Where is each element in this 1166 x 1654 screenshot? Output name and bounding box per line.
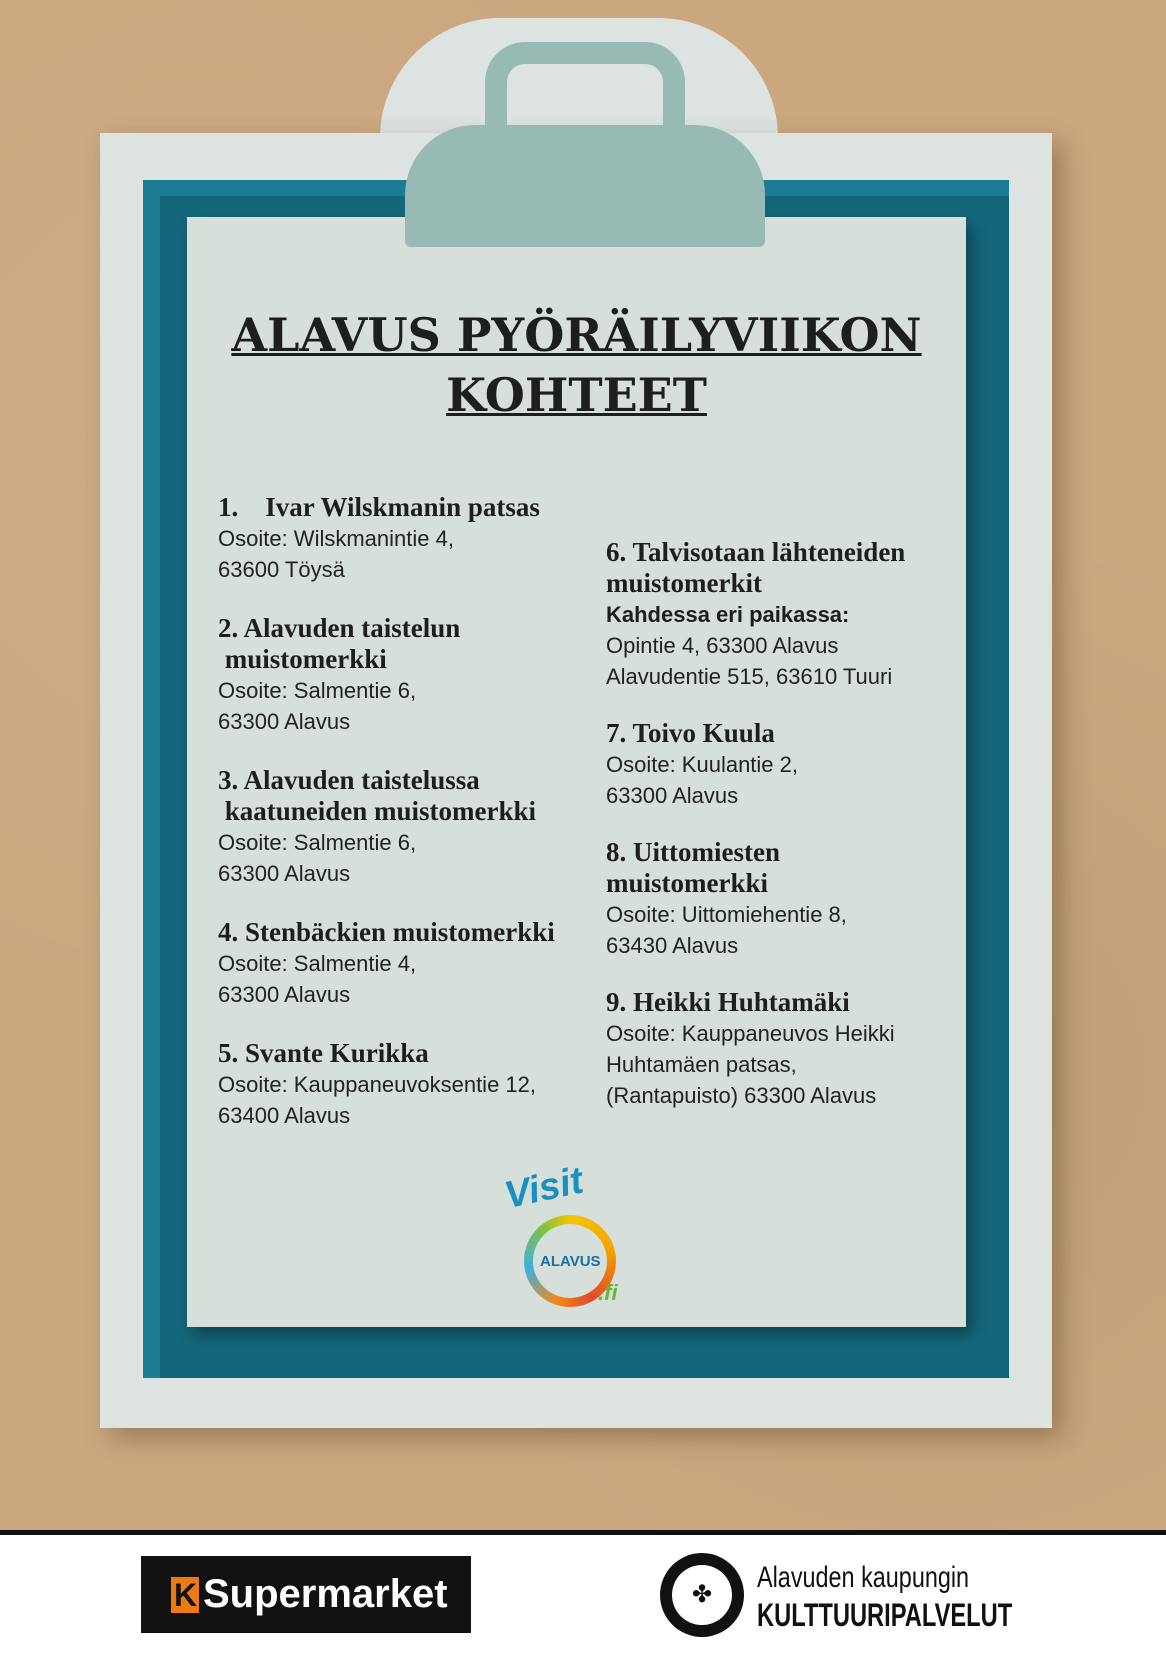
entry-address: 63430 Alavus [606, 933, 739, 958]
entry-subtitle: Kahdessa eri paikassa: [606, 602, 850, 627]
entry-title-continued: kaatuneiden muistomerkki [218, 796, 537, 826]
list-item [606, 718, 996, 811]
entry-address: Alavudentie 515, 63610 Tuuri [606, 664, 893, 689]
entry-title-continued: muistomerkit [606, 568, 762, 598]
title-line-1: ALAVUS PYÖRÄILYVIIKON [231, 308, 922, 362]
entry-title: 4. Stenbäckien muistomerkki [218, 917, 555, 947]
logo-tld-text: .fi [598, 1280, 618, 1305]
entry-address: 63600 Töysä [218, 557, 345, 582]
logo-visit-text: Visit [501, 1159, 587, 1218]
entry-address: Huhtamäen patsas, [606, 1052, 797, 1077]
logo-name-text: ALAVUS [540, 1253, 601, 1270]
visit-alavus-logo [501, 1159, 630, 1305]
entry-address: Osoite: Salmentie 4, [218, 951, 417, 976]
kulttuuripalvelut-emblem-icon [660, 1553, 744, 1637]
list-item [218, 765, 608, 889]
emblem-inner [672, 1565, 732, 1625]
entry-address: 63300 Alavus [606, 783, 739, 808]
entry-title: 9. Heikki Huhtamäki [606, 987, 850, 1017]
entry-address: Osoite: Uittomiehentie 8, [606, 902, 847, 927]
k-logo-icon [171, 1577, 199, 1613]
entry-address: Osoite: Kauppaneuvoksentie 12, [218, 1072, 537, 1097]
entry-address: 63300 Alavus [218, 861, 351, 886]
entry-address: 63300 Alavus [218, 709, 351, 734]
kulttuuri-line-1: Alavuden kaupungin [757, 1561, 970, 1594]
entry-address: Opintie 4, 63300 Alavus [606, 633, 839, 658]
list-item [218, 492, 608, 585]
right-column [606, 537, 996, 1137]
list-item [606, 537, 996, 692]
list-item [606, 987, 996, 1111]
list-item [606, 837, 996, 961]
entry-address: (Rantapuisto) 63300 Alavus [606, 1083, 877, 1108]
entry-title: 8. Uittomiesten [606, 837, 780, 867]
entry-title: 6. Talvisotaan lähteneiden [606, 537, 906, 567]
list-item [218, 917, 608, 1010]
clip-body [405, 125, 765, 247]
entry-address: Osoite: Kuulantie 2, [606, 752, 799, 777]
entry-title: 1. Ivar Wilskmanin patsas [218, 492, 540, 522]
entry-address: 63400 Alavus [218, 1103, 351, 1128]
entry-address: Osoite: Wilskmanintie 4, [218, 526, 454, 551]
entry-address: Osoite: Kauppaneuvos Heikki [606, 1021, 895, 1046]
kulttuuri-line-2: KULTTUURIPALVELUT [757, 1597, 1013, 1633]
page-title [187, 305, 966, 425]
entry-title-continued: muistomerkki [218, 644, 387, 674]
list-item [218, 1038, 608, 1131]
entry-address: Osoite: Salmentie 6, [218, 830, 417, 855]
entry-title: 5. Svante Kurikka [218, 1038, 429, 1068]
title-line-2: KOHTEET [446, 368, 707, 422]
entry-title-continued: muistomerkki [606, 868, 768, 898]
entry-title: 2. Alavuden taistelun [218, 613, 461, 643]
clip-handle-hole [520, 78, 648, 112]
k-supermarket-logo [141, 1556, 471, 1633]
k-letter: K [174, 1576, 198, 1613]
entry-address: Osoite: Salmentie 6, [218, 678, 417, 703]
entry-title: 3. Alavuden taistelussa [218, 765, 480, 795]
flower-icon: ✤ [692, 1581, 713, 1608]
left-column [218, 492, 608, 1159]
entry-title: 7. Toivo Kuula [606, 718, 775, 748]
supermarket-text: Supermarket [203, 1572, 448, 1616]
list-item [218, 613, 608, 737]
entry-address: 63300 Alavus [218, 982, 351, 1007]
